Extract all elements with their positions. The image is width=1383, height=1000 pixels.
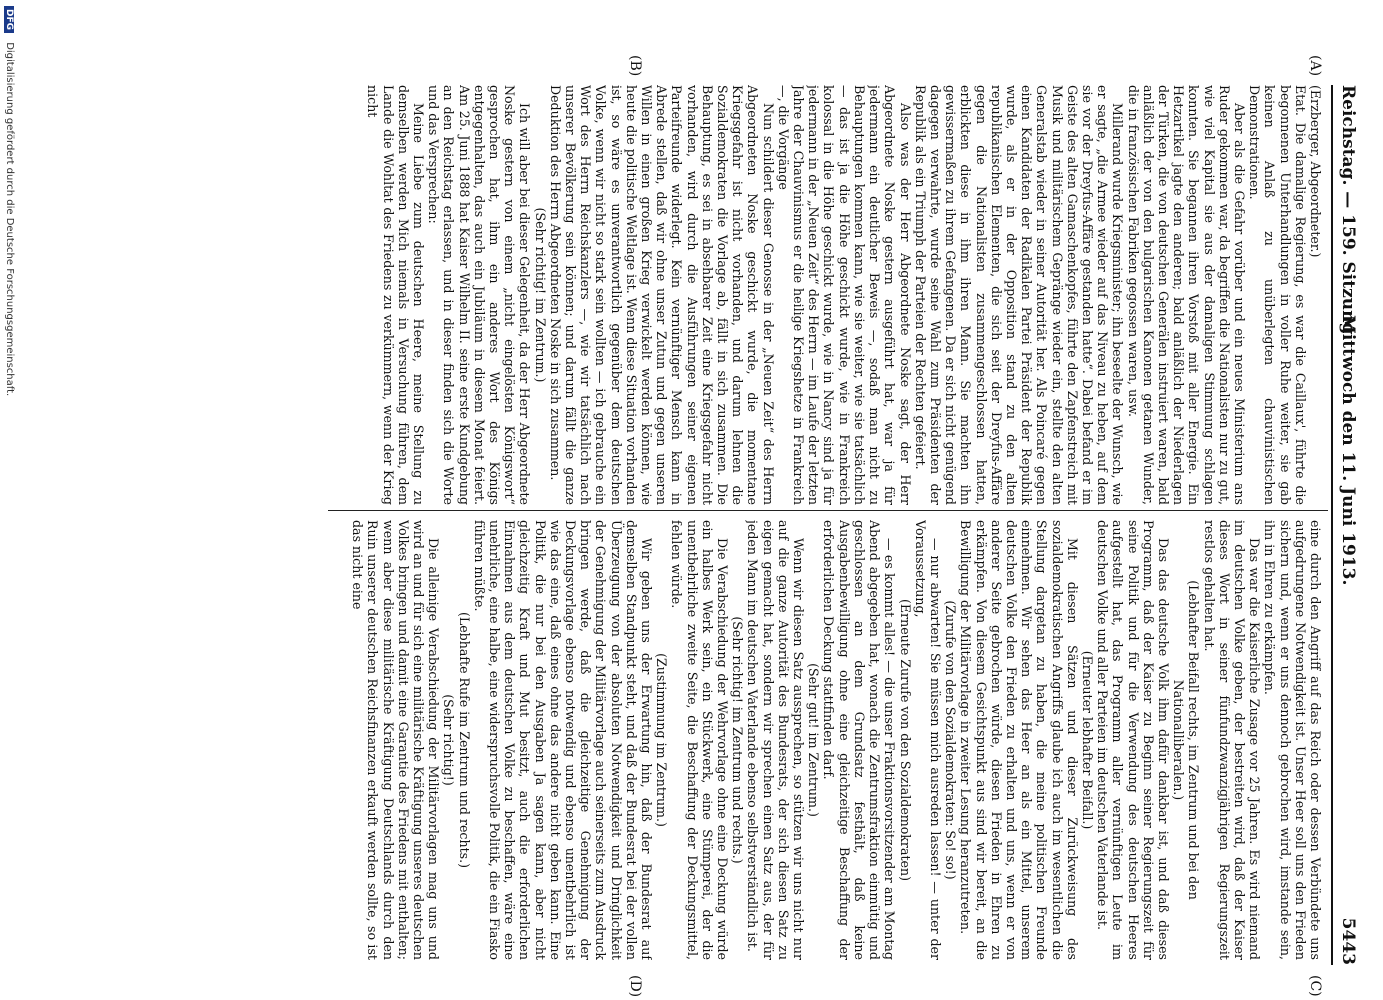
paragraph: Aber als die Gefahr vorüber und ein neues Ministerium ans Ruder gekommen war, da begriffen die Nationalisten nur zu gut, wie viel Kapital sie aus der damaligen Stimmung schlagen konnten. Sie begannen ihren Vorstoß mit aller Energie. Ein Hetzartikel jagte den anderen; bald anläßlich der Niederlagen der Türken, die von deutschen Generälen instruiert waren, bald anläßlich der von den bulgarischen Kanonen getanen Wunder, die in französischen Fabriken gegossen waren, usw.	[1125, 85, 1247, 505]
paragraph: Wenn wir diesen Satz aussprechen, so stützen wir uns nicht nur auf die ganze Autorität des Bundesrats, der sich diesen Satz zu eigen gemacht hat, sondern wir sprechen einen Satz aus, der für jeden Mann im deutschen Vaterlande ebenso selbstverständlich ist.	[745, 520, 807, 960]
interjection: (Zustimmung im Zentrum.)	[654, 653, 670, 827]
speaker-line: (Erzberger, Abgeordneter.)	[1308, 85, 1323, 258]
paragraph: Das war die Kaiserliche Zusage vor 25 Jahren. Es wird niemand im deutschen Volke geben, der bestreiten wird, daß der Kaiser dieses Wort in seiner fünfundzwanzigjährigen Regierungszeit restlos gehalten hat.	[1201, 520, 1263, 960]
quotation: eine durch den Angriff auf das Reich oder dessen Verbündete uns aufgedrungene Notwendigkeit ist. Unser Heer soll uns den Frieden sichern und, wenn er uns dennoch gebrochen wird, imstande sein, ihn in Ehren zu erkämpfen.	[1262, 520, 1323, 960]
digitization-footer	[0, 0, 15, 1000]
margin-marker-b: (B)	[627, 55, 643, 77]
paragraph: Das das deutsche Volk ihm dafür dankbar ist, und daß dieses Programm, daß der Kaiser zu Beginn seiner Regierungszeit für seine Politik und für die Verwendung des deutschen Heeres aufgestellt hat, das Programm aller vernünftigen Leute im deutschen Volke und aller Parteien im deutschen Vaterlande ist.	[1095, 520, 1171, 960]
paragraph: Etat. Die damalige Regierung, es war die Caillaux', führte die begonnenen Unterhandlungen in voller Ruhe weiter, sie gab keinen Anlaß zu unüberlegten chauvinistischen Demonstrationen.	[1247, 85, 1308, 505]
interjection: (Erneuter lebhafter Beifall.)	[1079, 650, 1095, 830]
footer-text: Digitalisierung gefördert durch die Deutsche Forschungsgemeinschaft.	[4, 42, 15, 397]
header-date: Mittwoch den 11. Juni 1913.	[1338, 315, 1358, 586]
interjection: (Sehr richtig! im Zentrum.)	[532, 207, 548, 383]
paragraph: Die Verabschiedung der Wehrvorlage ohne eine Deckung würde ein halbes Werk sein, ein Stückwerk, eine Stümperei, der die unentbehrliche zweite Seite, die Beschaffung der Deckungsmittel, fehlen würde.	[669, 520, 731, 960]
paragraph: Wir geben uns der Erwartung hin, daß der Bundesrat auf demselben Standpunkt steht, und daß der Bundesrat bei der vollen Überzeugung von der absoluten Notwendigkeit und Dringlichkeit der Genehmigung der Militärvorlage auch seinerseits zum Ausdruck bringen werde, daß die gleichzeitige Genehmigung der Deckungsvorlage ebenso notwendig und ebenso unentbehrlich ist wie das eine, daß eines ohne das andere nicht geben kann. Eine Politik, die nur bei den Ausgaben Ja sagen kann, aber nicht gleichzeitig Kraft und Mut besitzt, auch die erforderlichen Einnahmen aus dem deutschen Volke zu beschaffen, wäre eine unehrliche, eine halbe, eine widerspruchsvolle Politik, die ein Fiasko führen müßte.	[471, 520, 655, 960]
right-column	[203, 520, 1323, 960]
interjection: (Sehr richtig! im Zentrum und rechts.)	[730, 616, 746, 864]
interjection: (Zurufe von den Sozialdemokraten: So! so!)	[943, 600, 959, 880]
margin-marker-d: (D)	[627, 975, 643, 998]
paragraph: — es kommt alles! — die unser Fraktionsvorsitzender am Montag Abend abgegeben hat, wonach die Zentrumsfraktion einmütig und geschlossen an dem Grundsatz festhält, daß keine Ausgabenbewilligung ohne eine gleichzeitige Beschaffung der erforderlichen Deckung stattfinden darf.	[821, 520, 898, 960]
interjection: (Lebhafter Beifall rechts, im Zentrum und bei den Nationalliberalen.)	[1171, 580, 1202, 900]
paragraph: Also was der Herr Abgeordnete Noske sagt, der Herr Abgeordnete Noske gestern ausgeführt hat, war ja für jedermann ein deutlicher Beweis —, sodaß man nicht zu Behauptungen kommen kann, wie sie weiter, wie sie tatsächlich — das ist ja die Höhe geschickt wurde, wie in Frankreich kolossal in die Höhe geschickt wurde, wie in Nancy sind ja für jedermann in der „Neuen Zeit“ des Herrn — im Laufe der letzten Jahre der Chauvinismus er die heilige Kriegshetze in Frankreich —, die Vorgänge	[775, 85, 913, 505]
interjection: (Sehr gut! im Zentrum.)	[806, 663, 822, 817]
paragraph: Nun schildert dieser Genosse in der „Neuen Zeit“ des Herrn Abgeordneten Noske geschickt wurde, die momentane Kriegsgefahr ist nicht vorhanden, und darum lehnen die Sozialdemokraten die Vorlage ab, fällt in sich zusammen. Die Behauptung, es sei in absehbarer Zeit eine Kriegsgefahr nicht vorhanden, wird durch die Ausführungen seiner eigenen Parteifreunde widerlegt. Kein vernünftiger Mensch kann in Abrede stellen, daß wir ohne unser Zutun und gegen unseren Willen in einen großen Krieg verwickelt werden können, wie heute die politische Weltlage ist. Wenn diese Situation vorhanden ist, so wäre es unverantwortlich gegenüber dem deutschen Volke, wenn wir nicht so stark sein wollten — ich gebrauche ein Wort des Herrn Reichskanzlers —, wie wir tatsächlich nach unserer Bevölkerung sein können; und darum fällt die ganze Deduktion des Herrn Abgeordneten Noske in sich zusammen.	[547, 85, 776, 505]
paragraph: — nur abwarten! Sie müssen mich ausreden lassen! — unter der Voraussetzung,	[912, 520, 943, 960]
dfg-logo: DFG	[4, 6, 14, 33]
interjection: (Lebhafte Rufe im Zentrum und rechts.)	[456, 611, 472, 869]
interjection: (Sehr richtig!)	[441, 694, 457, 786]
interjection: (Erneute Zurufe von den Sozialdemokraten)	[897, 598, 913, 881]
paragraph: Ich will aber bei dieser Gelegenheit, da der Herr Abgeordnete Noske gestern von einem „nicht eingelösten Königswort“ gesprochen hat, ihm ein anderes Wort des Königs entgegenhalten, das auch ein Jubiläum in diesem Monat feiert. Am 25. Juni 1888 hat Kaiser Wilhelm II. seine erste Kundgebung an den Reichstag erlassen, und in dieser finden sich die Worte und das Versprechen:	[426, 85, 533, 505]
left-column	[203, 85, 1323, 505]
page-number: 5443	[1338, 917, 1358, 965]
page-header	[1331, 85, 1363, 965]
header-session: Reichstag. — 159. Sitzung.	[1338, 85, 1358, 341]
column-divider	[328, 510, 1328, 511]
paragraph: Mit diesen Sätzen und dieser Zurückweisung des sozialdemokratischen Angriffs glaube ich auch im wesentlichen die Stellung dargetan zu haben, die meine politischen Freunde einnehmen. Wir sehen das Heer an als ein Mittel, unserem deutschen Volke den Frieden zu erhalten und uns, wenn er von anderer Seite gebrochen würde, diesen Frieden in Ehren zu erkämpfen. Von diesem Gesichtspunkt aus sind wir bereit, an die Bewilligung der Militärvorlage in zweiter Lesung heranzutreten.	[958, 520, 1080, 960]
margin-marker-a: (A)	[1307, 55, 1323, 77]
quotation: Meine Liebe zum deutschen Heere, meine Stellung zu demselben werden Mich niemals in Versuchung führen, dem Lande die Wohltat des Friedens zu verkümmern, wenn der Krieg nicht	[365, 85, 427, 505]
margin-marker-c: (C)	[1307, 975, 1323, 997]
paragraph: Millerand wurde Kriegsminister; ihn beseelte der Wunsch, wie er sagte, „die Armee wieder auf das Niveau zu heben, auf dem sie vor der Dreyfus-Affäre gestanden hatte“. Dabei befand er im Geiste des alten Gamaschenkopfes, führte den Zapfenstreich mit Musik und militärischem Gepränge wieder ein, stellte den alten Generalstab wieder in seiner Autorität her. Als Poincaré gegen einen Kandidaten der Radikalen Partei Präsident der Republik wurde, als er in der Opposition stand zu den alten republikanischen Elementen, die sich seit der Dreyfus-Affäre gegen die Nationalisten zusammengeschlossen hatten, erblickten diese in ihm ihren Mann. Sie machten ihn gewissermaßen zu ihrem Gefangenen. Da er sich nicht genügend dagegen verwahrte, wurde seine Wahl zum Präsidenten der Republik als ein Triumph der Parteien der Rechten gefeiert.	[912, 85, 1126, 505]
paragraph: Die alleinige Verabschiedung der Militärvorlagen mag uns und wird an und für sich eine militärische Kräftigung unseres deutschen Volkes bringen und damit eine Garantie des Friedens mit enthalten; wenn aber diese militärische Kräftigung Deutschlands durch den Ruin unserer deutschen Reichsfinanzen erkauft werden sollte, so ist das nicht eine	[350, 520, 442, 960]
